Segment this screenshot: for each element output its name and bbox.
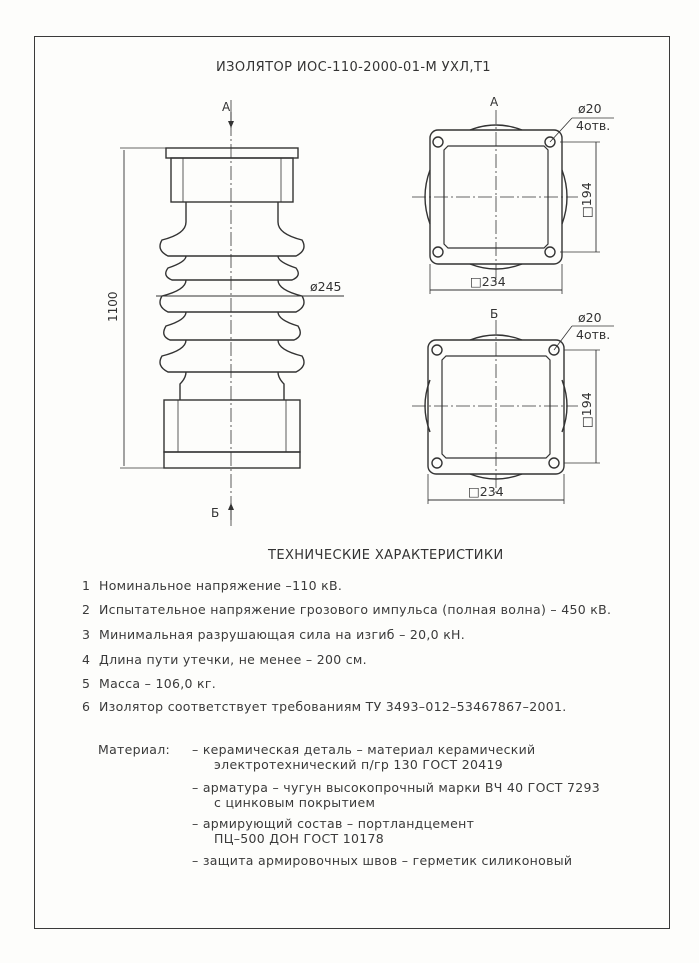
material-line: ПЦ–500 ДОН ГОСТ 10178	[214, 831, 385, 846]
material-line: – керамическая деталь – материал керамический	[192, 742, 536, 757]
drawing-title: ИЗОЛЯТОР ИОС-110-2000-01-М УХЛ,Т1	[216, 60, 491, 75]
spec-row: 4 Длина пути утечки, не менее – 200 см.	[82, 652, 367, 667]
material-line: – армирующий состав – портландцемент	[192, 816, 475, 831]
materials-label: Материал:	[98, 742, 171, 757]
view-b-flange: □234	[468, 484, 504, 499]
material-line: – арматура – чугун высокопрочный марки ВЧ 40 ГОСТ 7293	[192, 780, 600, 795]
spec-row: 6 Изолятор соответствует требованиям ТУ 3493–012–53467867–2001.	[82, 699, 567, 714]
dim-height-label: 1100	[106, 291, 120, 322]
view-a-hole: ø20	[578, 101, 602, 116]
insulator-side-view	[120, 100, 344, 526]
material-line: электротехнический п/гр 130 ГОСТ 20419	[214, 757, 503, 772]
spec-row: 3 Минимальная разрушающая сила на изгиб – 20,0 кН.	[82, 627, 466, 642]
view-a-holes-count: 4отв.	[576, 118, 611, 133]
material-line: – защита армировочных швов – герметик силиконовый	[192, 853, 573, 868]
view-b-hole: ø20	[578, 310, 602, 325]
view-b-bolt-spacing: □194	[579, 392, 594, 428]
specs-title: ТЕХНИЧЕСКИЕ ХАРАКТЕРИСТИКИ	[268, 548, 504, 563]
shed-4	[164, 312, 301, 340]
view-b-label: Б	[490, 307, 499, 321]
dim-diameter-label: ø245	[310, 279, 342, 294]
shed-2	[166, 256, 299, 280]
lower-neck	[180, 372, 284, 400]
view-a-bolt-spacing: □194	[579, 182, 594, 218]
spec-row: 1 Номинальное напряжение –110 кВ.	[82, 578, 343, 593]
spec-row: 2 Испытательное напряжение грозового импульса (полная волна) – 450 кВ.	[82, 602, 612, 617]
view-a-flange: □234	[470, 274, 506, 289]
spec-row: 5 Масса – 106,0 кг.	[82, 676, 216, 691]
material-line: с цинковым покрытием	[214, 795, 376, 810]
bottom-cap-flange	[164, 400, 300, 452]
shed-5	[160, 340, 304, 372]
view-a-label: А	[490, 95, 499, 109]
shed-1	[160, 222, 304, 256]
view-b-holes-count: 4отв.	[576, 327, 611, 342]
top-cap-rim	[166, 148, 298, 158]
label-b-bottom: Б	[211, 506, 220, 520]
top-cap-flange	[171, 158, 293, 202]
label-a-top: А	[222, 100, 231, 114]
bottom-cap-base	[164, 452, 300, 468]
